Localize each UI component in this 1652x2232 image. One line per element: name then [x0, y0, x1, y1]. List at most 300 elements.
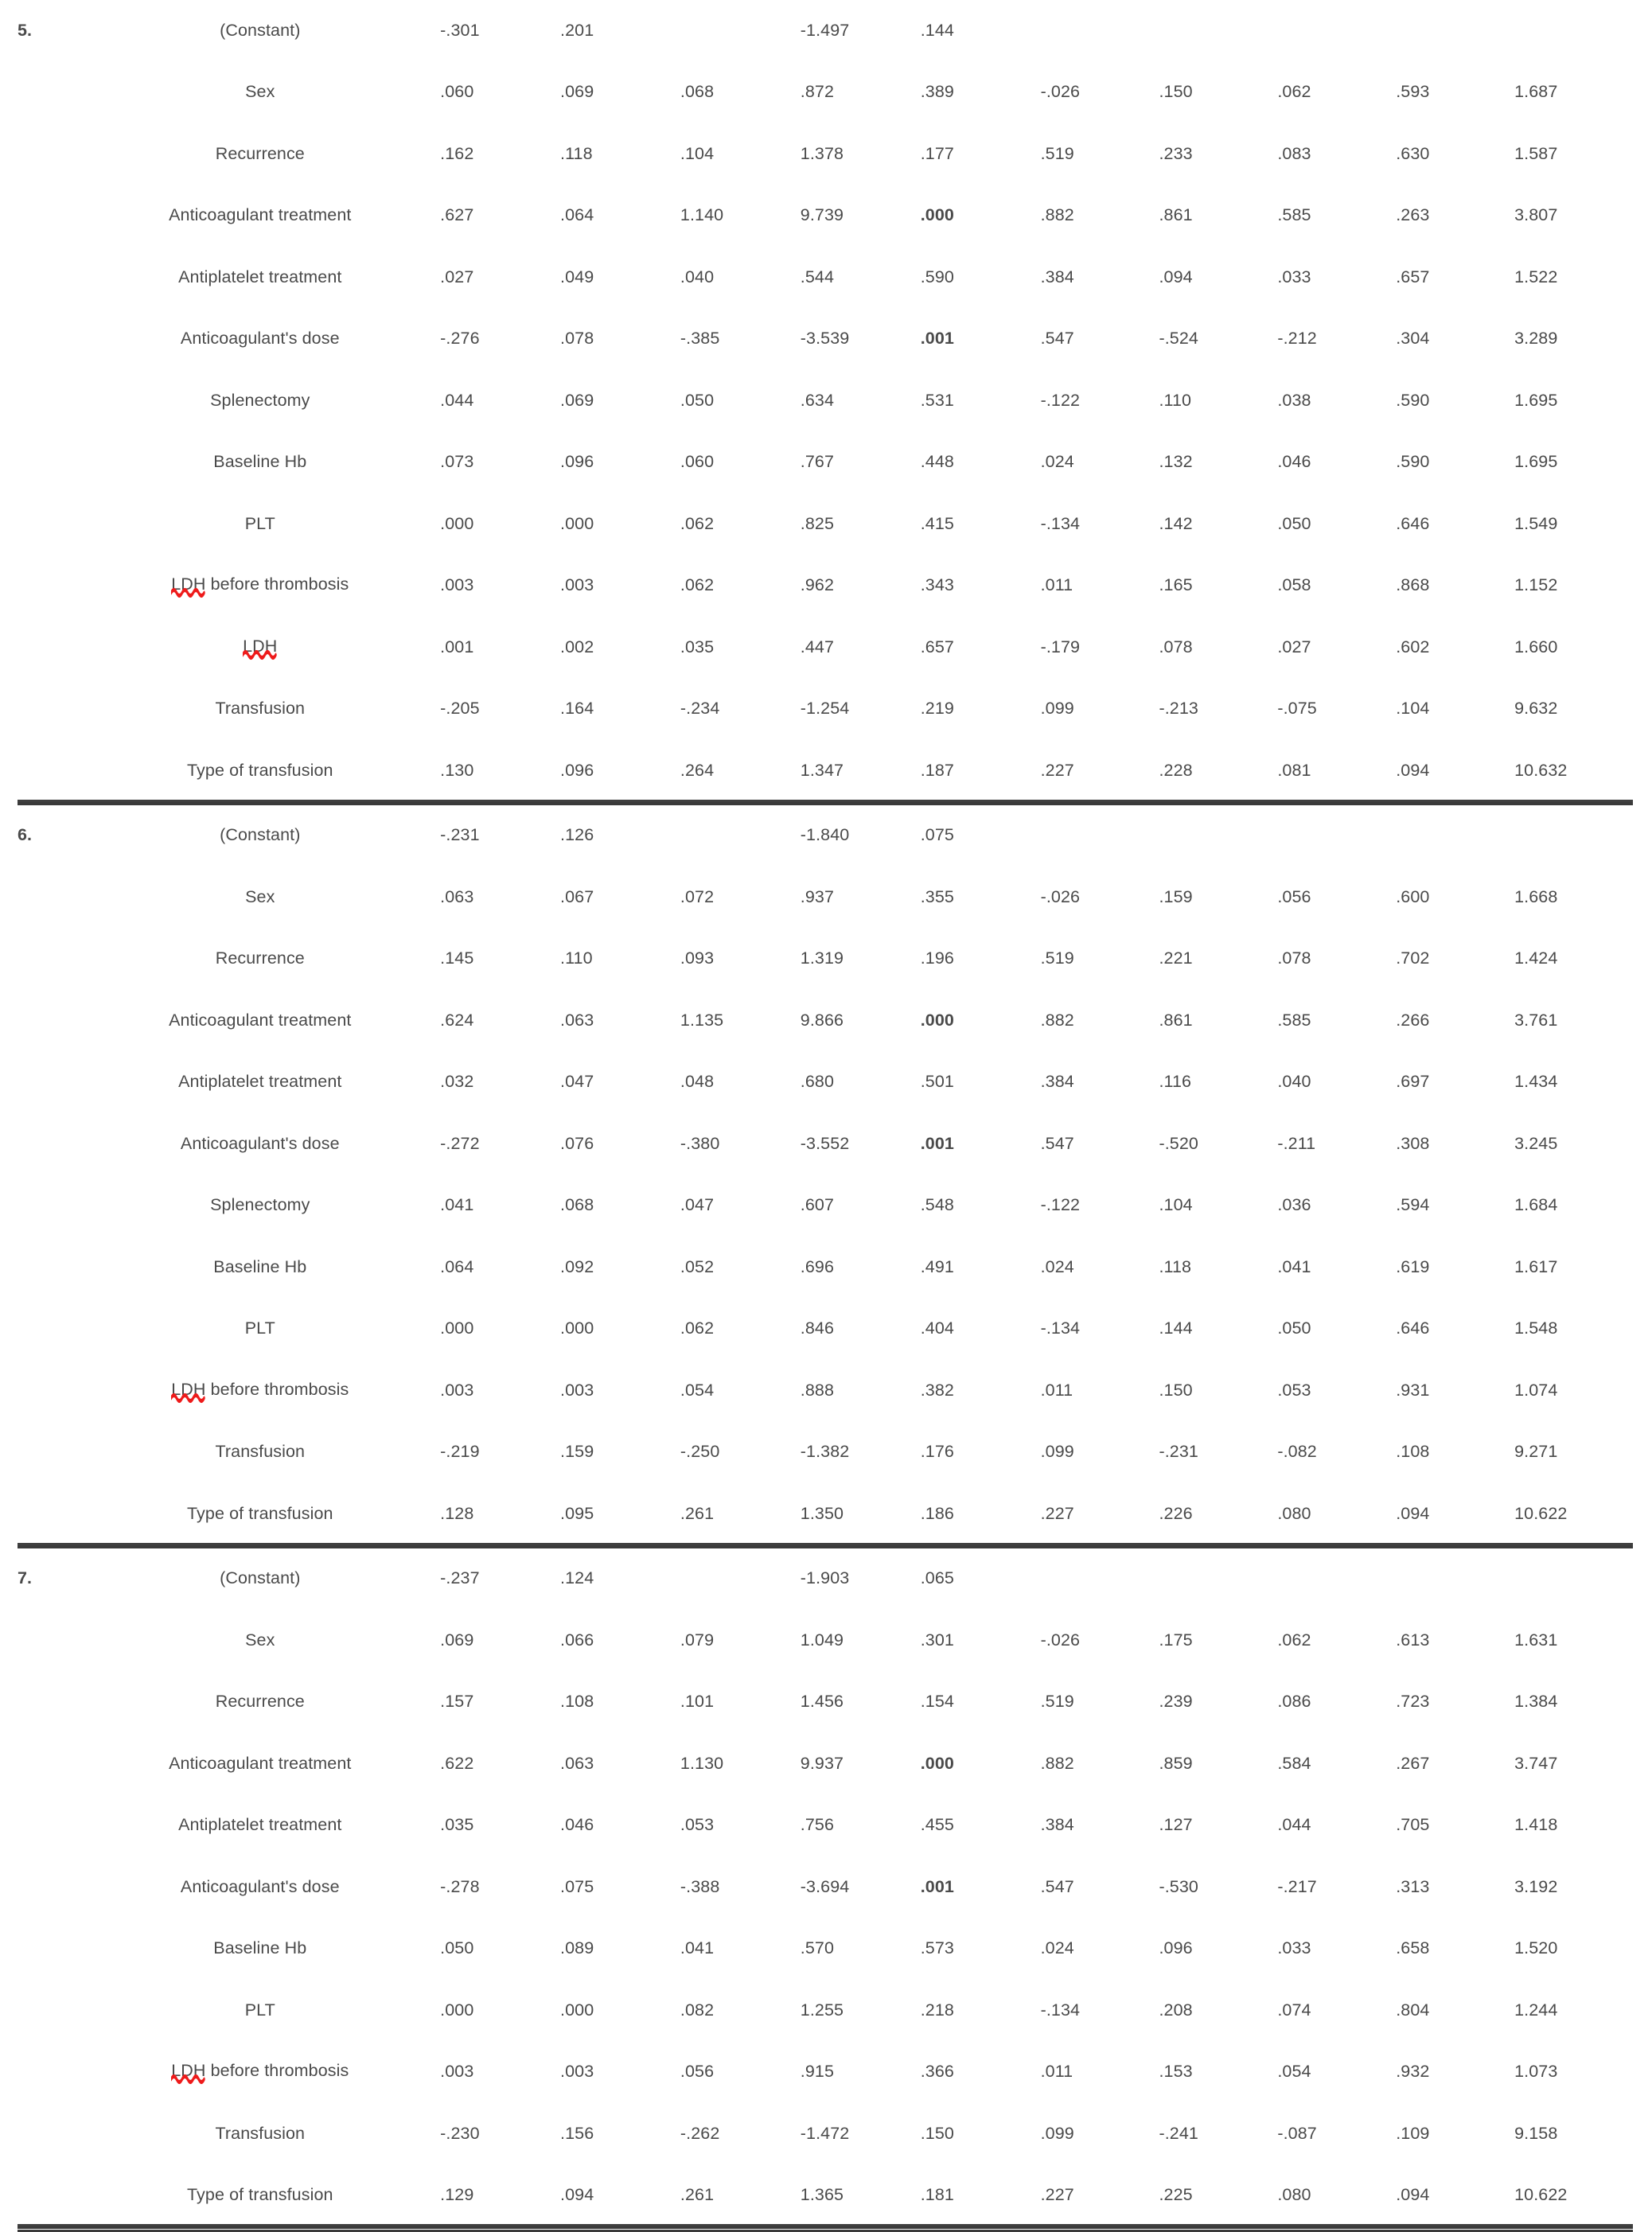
cell-partial: .859: [1159, 1753, 1193, 1773]
cell-vif: [1514, 805, 1633, 867]
cell-tolerance: .094: [1396, 2165, 1514, 2227]
model-number-empty: [18, 1980, 80, 2042]
cell-part: .040: [1277, 1072, 1311, 1092]
cell-partial: [1159, 805, 1277, 867]
table-row: [18, 432, 1633, 494]
cell-partial: .142: [1159, 513, 1193, 533]
cell-part: .054: [1277, 2062, 1311, 2082]
cell-b: .064: [440, 1256, 474, 1276]
cell-t: .607: [800, 1195, 835, 1215]
cell-std-error: .003: [560, 2062, 594, 2082]
cell-std-error: .092: [560, 1256, 594, 1276]
table-row: [18, 185, 1633, 247]
cell-vif: 3.747: [1514, 1753, 1558, 1773]
cell-tolerance: .868: [1396, 575, 1430, 595]
cell-t: 1.378: [800, 143, 844, 163]
cell-b: .069: [440, 1630, 474, 1650]
cell-t: 1.255: [800, 2000, 844, 2020]
table-row: [18, 1299, 1633, 1361]
cell-beta: -.385: [680, 329, 720, 349]
cell-t: -1.382: [800, 1442, 850, 1462]
cell-beta: .093: [680, 949, 715, 968]
cell-zero-order: .099: [1040, 1442, 1074, 1462]
cell-sig: .075: [920, 825, 954, 845]
cell-b: .157: [440, 1692, 474, 1712]
cell-partial: .116: [1159, 1072, 1192, 1092]
cell-zero-order: .882: [1040, 1753, 1074, 1773]
predictor-label: Splenectomy: [210, 390, 310, 410]
cell-tolerance: .630: [1396, 143, 1430, 163]
cell-part: .050: [1277, 513, 1311, 533]
cell-b: .145: [440, 949, 474, 968]
model-number-empty: [18, 1672, 80, 1734]
cell-partial: [1159, 0, 1277, 62]
model-number-empty: [18, 1113, 80, 1175]
cell-sig: .301: [920, 1630, 954, 1650]
cell-zero-order: .011: [1040, 575, 1073, 595]
cell-partial: .165: [1159, 575, 1193, 595]
cell-zero-order: .024: [1040, 1256, 1074, 1276]
table-row: [18, 617, 1633, 679]
cell-b: .003: [440, 575, 474, 595]
cell-part: .033: [1277, 1938, 1311, 1958]
cell-sig: .355: [920, 886, 954, 906]
cell-beta: -.380: [680, 1133, 720, 1153]
predictor-label-rest: before thrombosis: [205, 1379, 349, 1399]
cell-vif: 3.192: [1514, 1876, 1558, 1896]
cell-b: .000: [440, 1319, 474, 1338]
cell-t: -1.497: [800, 20, 850, 40]
cell-b: .624: [440, 1010, 474, 1030]
cell-zero-order: .519: [1040, 143, 1074, 163]
cell-sig: .001: [920, 329, 954, 349]
cell-partial: .078: [1159, 637, 1193, 656]
cell-b: .627: [440, 205, 474, 225]
predictor-label: Splenectomy: [210, 1195, 310, 1215]
cell-beta: .068: [680, 82, 715, 102]
cell-t: 1.049: [800, 1630, 844, 1650]
cell-std-error: .126: [560, 825, 594, 845]
cell-vif: 1.548: [1514, 1319, 1558, 1338]
cell-tolerance: .697: [1396, 1072, 1430, 1092]
cell-b: -.278: [440, 1876, 480, 1896]
predictor-label: Type of transfusion: [80, 740, 440, 802]
cell-t: .447: [800, 637, 835, 656]
model-number-empty: [18, 1483, 80, 1545]
cell-sig: .218: [920, 2000, 954, 2020]
cell-part: .585: [1277, 205, 1311, 225]
table-row: [18, 1483, 1633, 1545]
cell-vif: 9.158: [1514, 2123, 1558, 2143]
cell-sig: .491: [920, 1256, 954, 1276]
cell-part: .053: [1277, 1380, 1311, 1400]
cell-beta: .050: [680, 390, 715, 410]
table-row: [18, 1360, 1633, 1422]
cell-zero-order: [1041, 805, 1159, 867]
cell-tolerance: [1396, 1548, 1514, 1611]
model-number-empty: [18, 1610, 80, 1672]
cell-std-error: .108: [560, 1692, 594, 1712]
cell-zero-order: -.122: [1040, 1195, 1081, 1215]
cell-part: .058: [1277, 575, 1311, 595]
cell-vif: 3.245: [1514, 1133, 1558, 1153]
cell-beta: 1.130: [680, 1753, 724, 1773]
cell-sig: .404: [920, 1319, 954, 1338]
cell-vif: 1.587: [1514, 143, 1558, 163]
table-row: [18, 929, 1633, 991]
predictor-label: Antiplatelet treatment: [178, 1815, 342, 1835]
model-number-empty: [18, 1733, 80, 1795]
cell-std-error: .201: [560, 20, 594, 40]
cell-part: .080: [1277, 2165, 1396, 2227]
cell-std-error: .156: [560, 2123, 594, 2143]
cell-sig: .219: [920, 699, 954, 719]
table-row: [18, 1795, 1633, 1857]
predictor-label: Anticoagulant's dose: [180, 1133, 340, 1153]
cell-sig: .154: [920, 1692, 954, 1712]
cell-part: -.075: [1277, 699, 1317, 719]
cell-beta: .053: [680, 1815, 715, 1835]
cell-zero-order: -.026: [1040, 82, 1081, 102]
cell-vif: 1.434: [1514, 1072, 1558, 1092]
cell-b: .032: [440, 1072, 474, 1092]
cell-vif: 1.687: [1514, 82, 1558, 102]
cell-b: .060: [440, 82, 474, 102]
cell-tolerance: .266: [1396, 1010, 1430, 1030]
cell-b: .000: [440, 2000, 474, 2020]
cell-part: .080: [1277, 1483, 1396, 1545]
model-number-empty: [18, 432, 80, 494]
table-row: [18, 740, 1633, 802]
cell-b: .003: [440, 1380, 474, 1400]
cell-partial: .221: [1159, 949, 1193, 968]
cell-part: .050: [1277, 1319, 1311, 1338]
cell-t: -1.840: [800, 825, 850, 845]
predictor-label: Antiplatelet treatment: [178, 1072, 342, 1092]
cell-sig: .590: [920, 267, 954, 286]
cell-partial: .104: [1159, 1195, 1193, 1215]
cell-partial: .144: [1159, 1319, 1193, 1338]
cell-sig: .366: [920, 2062, 954, 2082]
cell-sig: .144: [920, 20, 954, 40]
table-row: [18, 1980, 1633, 2042]
cell-part: [1277, 805, 1396, 867]
cell-tolerance: .267: [1396, 1753, 1430, 1773]
cell-vif: 1.695: [1514, 390, 1558, 410]
cell-zero-order: .547: [1040, 329, 1074, 349]
cell-sig: .573: [920, 1938, 954, 1958]
cell-zero-order: .384: [1040, 267, 1074, 286]
cell-std-error: .067: [560, 886, 594, 906]
cell-tolerance: .109: [1396, 2123, 1430, 2143]
cell-std-error: .068: [560, 1195, 594, 1215]
cell-beta: .062: [680, 513, 715, 533]
cell-beta: .035: [680, 637, 715, 656]
cell-part: -.082: [1277, 1442, 1317, 1462]
predictor-label: Sex: [245, 1630, 275, 1650]
cell-sig: .657: [920, 637, 954, 656]
cell-zero-order: -.026: [1040, 886, 1081, 906]
cell-b: .063: [440, 886, 474, 906]
model-number-empty: [18, 555, 80, 617]
block-separator-rule: [18, 2226, 1633, 2232]
cell-partial: .861: [1159, 205, 1193, 225]
cell-zero-order: .547: [1040, 1133, 1074, 1153]
model-number-empty: [18, 123, 80, 185]
cell-t: -1.254: [800, 699, 850, 719]
cell-beta: .048: [680, 1072, 715, 1092]
cell-beta: .062: [680, 1319, 715, 1338]
cell-zero-order: .547: [1040, 1876, 1074, 1896]
cell-partial: .118: [1159, 1256, 1192, 1276]
cell-vif: [1514, 0, 1633, 62]
cell-zero-order: -.134: [1040, 2000, 1081, 2020]
predictor-label: Transfusion: [215, 1442, 306, 1462]
cell-t: 1.365: [801, 2165, 921, 2227]
cell-sig: .186: [921, 1483, 1041, 1545]
cell-part: .041: [1277, 1256, 1311, 1276]
cell-sig: .150: [920, 2123, 954, 2143]
cell-vif: 3.289: [1514, 329, 1558, 349]
model-number-empty: [18, 370, 80, 432]
model-number-empty: [18, 493, 80, 555]
cell-zero-order: .227: [1041, 2165, 1159, 2227]
cell-t: 9.937: [800, 1753, 844, 1773]
cell-b: .000: [440, 513, 474, 533]
cell-beta: .060: [680, 452, 715, 472]
cell-zero-order: -.134: [1040, 513, 1081, 533]
predictor-label-rest: before thrombosis: [205, 575, 349, 594]
cell-sig: .000: [920, 205, 954, 225]
cell-part: -.087: [1277, 2123, 1317, 2143]
table-row: [18, 493, 1633, 555]
model-number-empty: [18, 1299, 80, 1361]
cell-tolerance: .308: [1396, 1133, 1430, 1153]
table-row: [18, 1113, 1633, 1175]
model-number-empty: [18, 1052, 80, 1114]
cell-sig: .343: [920, 575, 954, 595]
cell-vif: 10.632: [1514, 740, 1633, 802]
predictor-label: Anticoagulant's dose: [180, 1876, 340, 1896]
cell-vif: 1.520: [1514, 1938, 1558, 1958]
cell-partial: .159: [1159, 886, 1193, 906]
table-row: [18, 1918, 1633, 1981]
cell-std-error: .078: [560, 329, 594, 349]
cell-t: 1.456: [800, 1692, 844, 1712]
cell-std-error: .118: [560, 143, 593, 163]
cell-zero-order: .882: [1040, 205, 1074, 225]
cell-partial: .208: [1159, 2000, 1193, 2020]
cell-partial: -.524: [1159, 329, 1198, 349]
cell-tolerance: .594: [1396, 1195, 1430, 1215]
cell-partial: .110: [1159, 390, 1192, 410]
model-number-empty: [18, 1237, 80, 1299]
cell-tolerance: .590: [1396, 390, 1430, 410]
cell-tolerance: .613: [1396, 1630, 1430, 1650]
cell-std-error: .047: [560, 1072, 594, 1092]
cell-t: 9.739: [800, 205, 844, 225]
model-number-empty: [18, 1175, 80, 1237]
cell-t: .937: [800, 886, 835, 906]
cell-t: .570: [800, 1938, 835, 1958]
cell-part: -.211: [1277, 1133, 1316, 1153]
predictor-label: Anticoagulant's dose: [180, 329, 340, 349]
cell-vif: 3.761: [1514, 1010, 1558, 1030]
cell-b: -.205: [440, 699, 480, 719]
cell-t: -3.694: [800, 1876, 850, 1896]
cell-zero-order: -.134: [1040, 1319, 1081, 1338]
predictor-label: PLT: [244, 513, 275, 533]
cell-std-error: .063: [560, 1753, 594, 1773]
cell-t: .915: [800, 2062, 835, 2082]
cell-std-error: .110: [560, 949, 593, 968]
cell-part: .078: [1277, 949, 1311, 968]
cell-part: .044: [1277, 1815, 1311, 1835]
cell-sig: .531: [920, 390, 954, 410]
cell-beta: -.262: [680, 2123, 720, 2143]
cell-vif: 1.384: [1514, 1692, 1558, 1712]
cell-b: -.230: [440, 2123, 480, 2143]
cell-beta: .104: [680, 143, 715, 163]
coefficients-block-7: [18, 1548, 1633, 2227]
cell-zero-order: .882: [1040, 1010, 1074, 1030]
cell-zero-order: -.026: [1040, 1630, 1081, 1650]
coefficients-block-5: [18, 0, 1633, 802]
cell-partial: -.231: [1159, 1442, 1198, 1462]
cell-zero-order: .384: [1040, 1072, 1074, 1092]
cell-beta: -.388: [680, 1876, 720, 1896]
table-row: [18, 990, 1633, 1052]
cell-partial: .150: [1159, 82, 1193, 102]
table-row: [18, 1052, 1633, 1114]
cell-partial: .094: [1159, 267, 1193, 286]
cell-partial: -.530: [1159, 1876, 1198, 1896]
model-number-empty: [18, 2165, 80, 2227]
cell-b: .050: [440, 1938, 474, 1958]
model-number-empty: [18, 929, 80, 991]
table-row: [18, 805, 1633, 867]
model-number-empty: [18, 1360, 80, 1422]
predictor-label: Recurrence: [215, 143, 305, 163]
cell-part: -.212: [1277, 329, 1317, 349]
cell-tolerance: .108: [1396, 1442, 1430, 1462]
cell-partial: .150: [1159, 1380, 1193, 1400]
cell-t: .825: [800, 513, 835, 533]
cell-b: .128: [440, 1483, 560, 1545]
cell-sig: .065: [920, 1568, 954, 1588]
predictor-label: Baseline Hb: [213, 1256, 307, 1276]
cell-vif: [1514, 1548, 1633, 1611]
cell-b: -.276: [440, 329, 480, 349]
cell-std-error: .049: [560, 267, 594, 286]
cell-t: 1.319: [800, 949, 844, 968]
cell-sig: .181: [921, 2165, 1041, 2227]
cell-part: .086: [1277, 1692, 1311, 1712]
cell-beta: 1.140: [680, 205, 724, 225]
cell-vif: 1.660: [1514, 637, 1558, 656]
cell-vif: 1.617: [1514, 1256, 1558, 1276]
model-number-empty: [18, 867, 80, 929]
cell-b: -.301: [440, 20, 480, 40]
cell-part: -.217: [1277, 1876, 1317, 1896]
table-row: [18, 1733, 1633, 1795]
table-row: [18, 1548, 1633, 1611]
cell-zero-order: .519: [1040, 1692, 1074, 1712]
cell-sig: .177: [920, 143, 954, 163]
cell-part: .062: [1277, 82, 1311, 102]
cell-t: .696: [800, 1256, 835, 1276]
cell-std-error: .095: [560, 1483, 680, 1545]
cell-vif: 10.622: [1514, 1483, 1633, 1545]
table-row: [18, 2103, 1633, 2165]
cell-part: .584: [1277, 1753, 1311, 1773]
cell-b: -.219: [440, 1442, 480, 1462]
cell-partial: .175: [1159, 1630, 1193, 1650]
cell-vif: 1.549: [1514, 513, 1558, 533]
cell-vif: 1.522: [1514, 267, 1558, 286]
model-number-empty: [18, 617, 80, 679]
cell-vif: 1.073: [1514, 2062, 1558, 2082]
table-row: [18, 1422, 1633, 1484]
cell-partial: .127: [1159, 1815, 1193, 1835]
model-number-empty: [18, 2103, 80, 2165]
cell-partial: -.520: [1159, 1133, 1198, 1153]
cell-part: .038: [1277, 390, 1311, 410]
cell-tolerance: .646: [1396, 1319, 1430, 1338]
predictor-label: Sex: [245, 82, 275, 102]
cell-beta: -.250: [680, 1442, 720, 1462]
cell-b: .001: [440, 637, 474, 656]
cell-sig: .455: [920, 1815, 954, 1835]
cell-part: .056: [1277, 886, 1311, 906]
predictor-label: (Constant): [220, 1568, 301, 1588]
model-number-empty: [18, 1795, 80, 1857]
cell-t: -3.539: [800, 329, 850, 349]
cell-beta: -.234: [680, 699, 720, 719]
cell-sig: .187: [921, 740, 1041, 802]
cell-beta: .264: [680, 740, 801, 802]
cell-sig: .000: [920, 1010, 954, 1030]
cell-t: -1.903: [800, 1568, 850, 1588]
predictor-label: Anticoagulant treatment: [169, 1010, 352, 1030]
cell-beta: .062: [680, 575, 715, 595]
table-row: [18, 1672, 1633, 1734]
cell-part: .033: [1277, 267, 1311, 286]
cell-vif: 1.684: [1514, 1195, 1558, 1215]
cell-partial: -.241: [1159, 2123, 1198, 2143]
cell-beta: [680, 0, 801, 62]
predictor-label: [80, 1360, 440, 1422]
predictor-label: Transfusion: [215, 2123, 306, 2143]
cell-std-error: .066: [560, 1630, 594, 1650]
cell-b: .027: [440, 267, 474, 286]
cell-partial: [1159, 1548, 1277, 1611]
cell-zero-order: .011: [1040, 1380, 1073, 1400]
predictor-label: Recurrence: [215, 949, 305, 968]
cell-std-error: .094: [560, 2165, 680, 2227]
cell-zero-order: [1041, 1548, 1159, 1611]
table-row: [18, 2165, 1633, 2227]
cell-sig: .389: [920, 82, 954, 102]
cell-tolerance: [1396, 805, 1514, 867]
cell-t: 9.866: [800, 1010, 844, 1030]
cell-zero-order: .519: [1040, 949, 1074, 968]
cell-b: .622: [440, 1753, 474, 1773]
cell-partial: .096: [1159, 1938, 1193, 1958]
model-number: 6.: [18, 825, 33, 845]
predictor-label: Transfusion: [215, 699, 306, 719]
cell-beta: .261: [680, 1483, 801, 1545]
